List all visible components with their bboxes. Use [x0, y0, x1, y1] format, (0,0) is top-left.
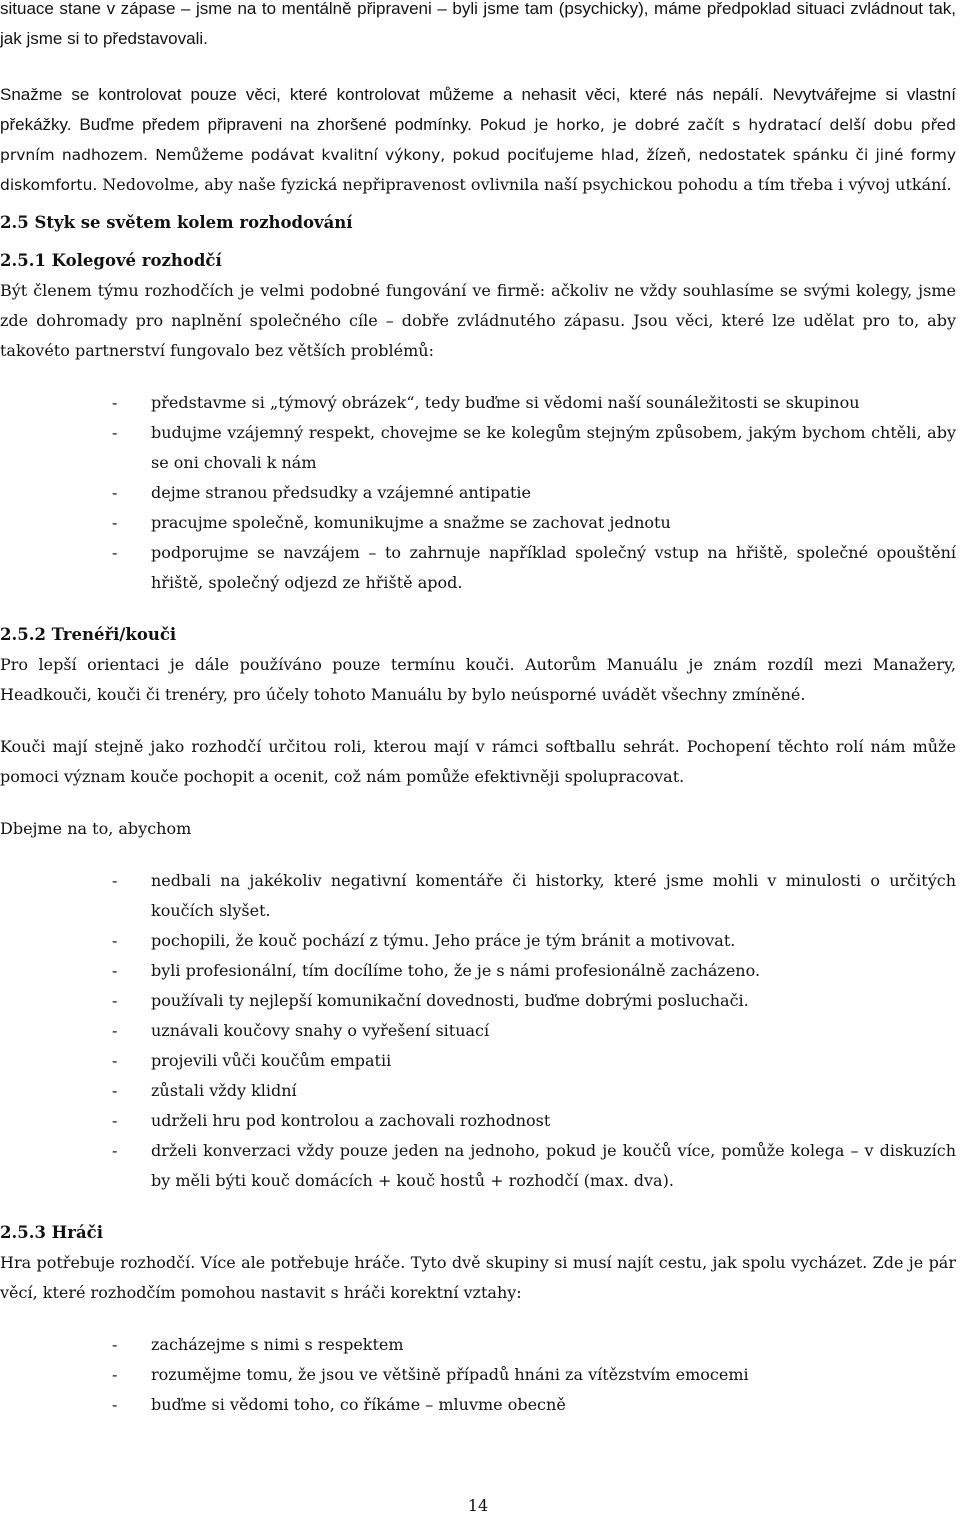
list-item: [0, 956, 956, 986]
section-2-5-3-paragraph: Hra potřebuje rozhodčí. Více ale potřebuje hráče. Tyto dvě skupiny si musí najít cestu, jak spolu vycházet. Zde je pár věcí, které rozhodčím pomohou nastavit s hráči korektní vztahy:: [0, 1253, 956, 1302]
list-item: [0, 1330, 956, 1360]
list-dash: -: [112, 1365, 118, 1384]
list-item-text: představme si „týmový obrázek“, tedy buďme si vědomi naší sounáležitosti se skupinou: [151, 393, 860, 412]
list-dash: -: [112, 423, 118, 442]
list-item-text: zůstali vždy klidní: [151, 1081, 297, 1100]
section-heading-2-5-1: 2.5.1 Kolegové rozhodčí: [0, 251, 222, 270]
page-number: 14: [467, 1496, 489, 1515]
intro-paragraph-2-part-c: Nedovolme, aby naše fyzická nepřipravenost ovlivnila naší psychickou pohodu a tím třeba i vývoj utkání.: [102, 175, 952, 194]
intro-paragraph-2-part-a: Snažme se kontrolovat pouze věci, které kontrolovat můžeme a nehasit věci, které nás nepálí. Nevytvářejme si vlastní překážky. Buďme předem připraveni na zhoršené podmínky.: [0, 85, 956, 134]
list-dash: -: [112, 543, 118, 562]
section-2-5-2-paragraph-1: Pro lepší orientaci je dále používáno pouze termínu kouči. Autorům Manuálu je znám rozdíl mezi Manažery, Headkouči, kouči či trenéry, pro účely tohoto Manuálu by bylo neúsporné uvádět všechny zmíněné.: [0, 655, 956, 704]
list-dash: -: [112, 961, 118, 980]
section-heading-2-5-3: 2.5.3 Hráči: [0, 1223, 103, 1242]
list-item-text: drželi konverzaci vždy pouze jeden na jednoho, pokud je koučů více, pomůže kolega – v diskuzích by měli býti kouč domácích + kouč hostů + rozhodčí (max. dva).: [151, 1141, 956, 1190]
list-dash: -: [112, 991, 118, 1010]
list-dash: -: [112, 1081, 118, 1100]
list-item-text: používali ty nejlepší komunikační dovednosti, buďme dobrými posluchači.: [151, 991, 749, 1010]
list-item-text: byli profesionální, tím docílíme toho, že je s námi profesionálně zacházeno.: [151, 961, 761, 980]
section-2-5-2-paragraph-3: Dbejme na to, abychom: [0, 819, 192, 838]
list-item: [0, 1390, 956, 1420]
list-item: [0, 478, 956, 508]
list-dash: -: [112, 871, 118, 890]
list-item: [0, 508, 956, 538]
section-2-5-1-paragraph: Být členem týmu rozhodčích je velmi podobné fungování ve firmě: ačkoliv ne vždy souhlasíme se svými kolegy, jsme zde dohromady pro naplnění společného cíle – dobře zvládnutého zápasu. Jsou věci, které lze udělat pro to, aby takovéto partnerství fungovalo bez větších problémů:: [0, 281, 956, 360]
section-heading-2-5-2: 2.5.2 Trenéři/kouči: [0, 625, 177, 644]
intro-paragraph-2-part-b: Pokud je horko, je dobré začít s hydratací delší dobu před prvním nadhozem. Nemůžeme podávat kvalitní výkony, pokud pociťujeme hlad, žízeň, nedostatek spánku či jiné formy diskomfortu.: [0, 116, 956, 194]
list-item: [0, 926, 956, 956]
list-item: [0, 1016, 956, 1046]
list-dash: -: [112, 1021, 118, 1040]
list-dash: -: [112, 393, 118, 412]
list-item-text: pracujme společně, komunikujme a snažme se zachovat jednotu: [151, 513, 671, 532]
list-item-text: pochopili, že kouč pochází z týmu. Jeho práce je tým bránit a motivovat.: [151, 931, 736, 950]
list-item: [0, 1076, 956, 1106]
colleagues-list: [0, 388, 956, 598]
list-dash: -: [112, 1111, 118, 1130]
list-dash: -: [112, 513, 118, 532]
coaches-list: [0, 866, 956, 1196]
list-item: [0, 1360, 956, 1390]
list-item: [0, 538, 956, 598]
list-dash: -: [112, 1141, 118, 1160]
list-item-text: zacházejme s nimi s respektem: [151, 1335, 404, 1354]
list-item-text: uznávali koučovy snahy o vyřešení situací: [151, 1021, 490, 1040]
list-item: [0, 866, 956, 926]
section-heading-2-5: 2.5 Styk se světem kolem rozhodování: [0, 213, 353, 232]
list-dash: -: [112, 1335, 118, 1354]
list-dash: -: [112, 1395, 118, 1414]
list-item: [0, 1106, 956, 1136]
intro-paragraph-1: situace stane v zápase – jsme na to mentálně připraveni – byli jsme tam (psychicky), máme předpoklad situaci zvládnout tak, jak jsme si to představovali.: [0, 0, 956, 48]
list-item-text: buďme si vědomi toho, co říkáme – mluvme obecně: [151, 1395, 566, 1414]
list-item-text: udrželi hru pod kontrolou a zachovali rozhodnost: [151, 1111, 551, 1130]
list-item: [0, 388, 956, 418]
list-item-text: podporujme se navzájem – to zahrnuje například společný vstup na hřiště, společné opouštění hřiště, společný odjezd ze hřiště apod.: [151, 543, 956, 592]
list-item-text: nedbali na jakékoliv negativní komentáře či historky, které jsme mohli v minulosti o určitých koučích slyšet.: [151, 871, 956, 920]
list-dash: -: [112, 1051, 118, 1070]
list-item-text: projevili vůči koučům empatii: [151, 1051, 392, 1070]
players-list: [0, 1330, 956, 1420]
list-item: [0, 1136, 956, 1196]
section-2-5-2-paragraph-2: Kouči mají stejně jako rozhodčí určitou roli, kterou mají v rámci softballu sehrát. Pochopení těchto rolí nám může pomoci význam kouče pochopit a ocenit, což nám pomůže efektivněji spolupracovat.: [0, 737, 956, 786]
list-dash: -: [112, 931, 118, 950]
list-item: [0, 986, 956, 1016]
list-item-text: budujme vzájemný respekt, chovejme se ke kolegům stejným způsobem, jakým bychom chtěli, aby se oni chovali k nám: [151, 423, 956, 472]
list-item: [0, 418, 956, 478]
intro-paragraph-2: [0, 80, 956, 200]
list-dash: -: [112, 483, 118, 502]
list-item-text: dejme stranou předsudky a vzájemné antipatie: [151, 483, 532, 502]
list-item: [0, 1046, 956, 1076]
list-item-text: rozumějme tomu, že jsou ve většině případů hnáni za vítězstvím emocemi: [151, 1365, 749, 1384]
